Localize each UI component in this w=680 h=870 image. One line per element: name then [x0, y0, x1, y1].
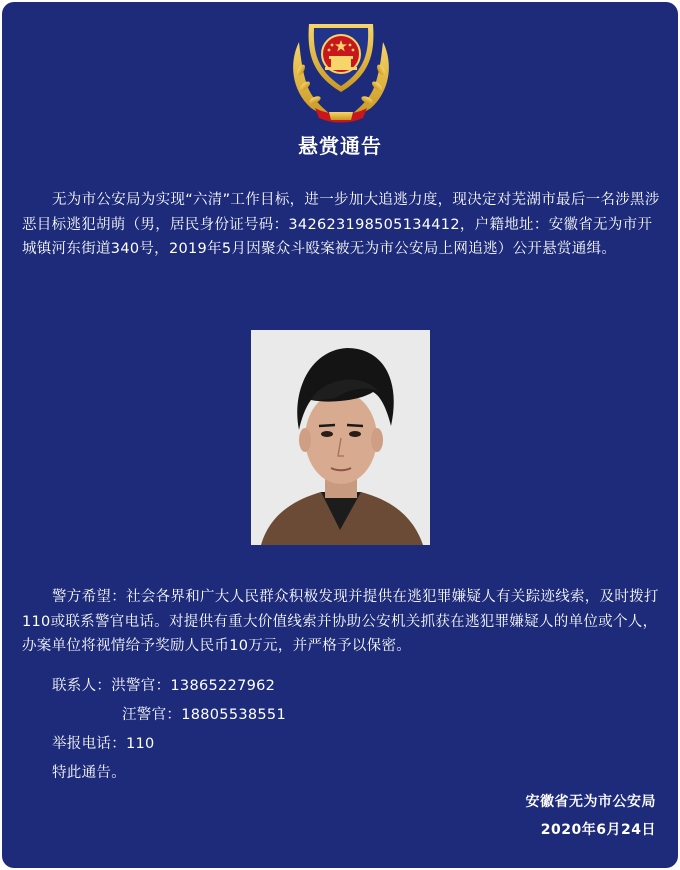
suspect-portrait-icon [251, 330, 430, 545]
notice-intro: 无为市公安局为实现“六清”工作目标，进一步加大追逃力度，现决定对芜湖市最后一名涉黑涉恶目标逃犯胡萌（男，居民身份证号码：342623198505134412，户籍地址：安徽省无为市开城镇河东街道340号，2019年5月因聚众斗殴案被无为市公安局上网追逃）公开悬赏通缉。 [22, 192, 660, 257]
wanted-notice [2, 2, 678, 868]
notice-title: 悬赏通告 [298, 134, 382, 158]
issuer: 安徽省无为市公安局 [525, 794, 656, 810]
closing-text: 特此通告。 [52, 765, 126, 781]
suspect-photo [251, 330, 430, 545]
police-emblem-icon [285, 12, 397, 126]
contact-wang: 汪警官：18805538551 [122, 707, 286, 723]
police-appeal: 警方希望：社会各界和广大人民群众积极发现并提供在逃犯罪嫌疑人有关踪迹线索，及时拨打110或联系警官电话。对提供有重大价值线索并协助公安机关抓获在逃犯罪嫌疑人的单位或个人，办案单位将视情给予奖励人民币10万元，并严格予以保密。 [22, 589, 659, 654]
issue-date: 2020年6月24日 [540, 822, 656, 838]
contact-hong: 联系人：洪警官：13865227962 [52, 678, 276, 694]
report-phone: 举报电话：110 [52, 736, 155, 752]
